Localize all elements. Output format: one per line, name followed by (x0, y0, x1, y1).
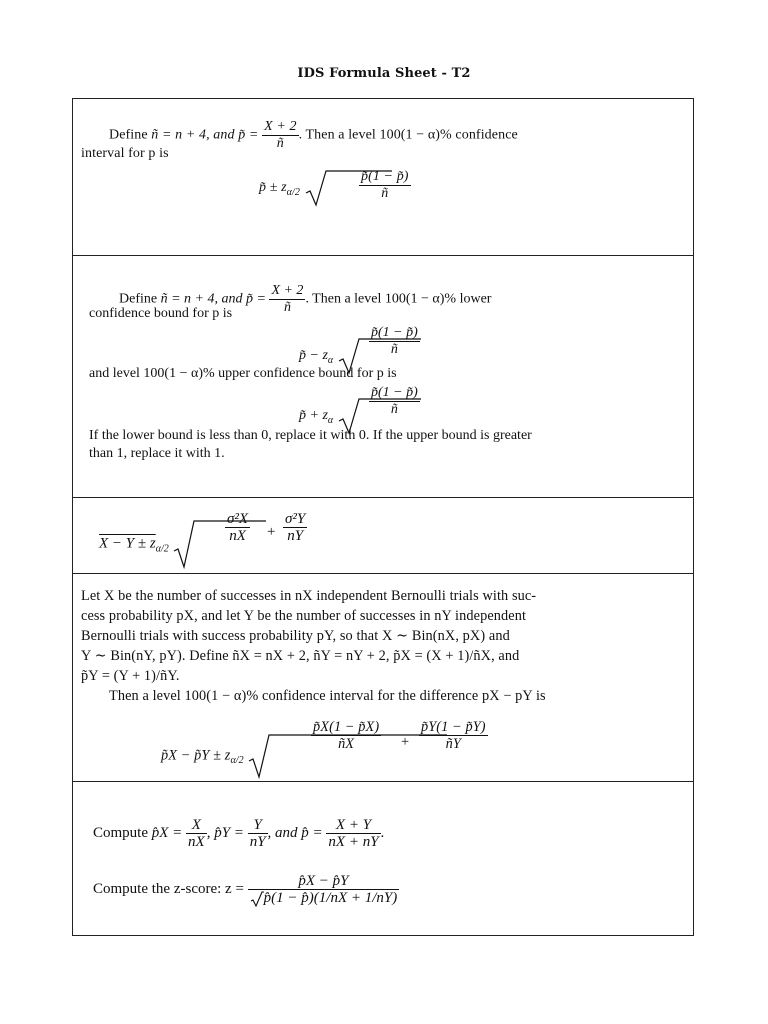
box4-formula (161, 719, 486, 779)
formula-box-plus-four-interval (73, 99, 693, 256)
box5-z-den: p̂(1 − p̂)(1/nX + 1/nY) (263, 890, 398, 906)
box4-lhs: p̃X − p̃Y ± z (161, 747, 231, 764)
box1-line1 (109, 119, 518, 152)
box2-lower-lhs: p̃ − z (299, 348, 328, 364)
box4-line3: Bernoulli trials with success probability pY, so that X ∼ Bin(nX, pX) and (81, 628, 510, 644)
box2-upper-sub: α (327, 415, 334, 427)
box1-text-define: Define (109, 127, 152, 143)
box5-px-lhs: p̂X = (151, 824, 183, 841)
box4-line5: p̃Y = (Y + 1)/ñY. (81, 668, 180, 684)
box2-lower-sqrt-den: ñ (390, 342, 398, 357)
formula-box-difference-of-means (73, 497, 693, 574)
box1-sqrt-den: ñ (381, 186, 389, 201)
box4-term1-num: p̃X(1 − p̃X) (313, 719, 380, 735)
box5-py-lhs: , p̂Y = (206, 824, 244, 841)
box5-py-num: Y (248, 817, 268, 834)
box2-lower-sqrt-num: p̃(1 − p̃) (371, 325, 418, 340)
box4-term1 (311, 719, 381, 752)
box1-fraction (262, 119, 299, 152)
box2-upper-lhs: p̃ + z (299, 408, 328, 424)
box5-z-frac (248, 873, 400, 907)
box2-upper-sqrt-den: ñ (390, 402, 398, 417)
box5-py-frac (248, 817, 268, 850)
box1-sqrt-num: p̃(1 − p̃) (361, 169, 409, 184)
box5-line1 (93, 817, 384, 850)
box4-term2 (419, 719, 488, 752)
box2-upper-sqrt-frac (369, 385, 420, 418)
box5-px-frac (186, 817, 207, 850)
box5-px-den: nX (188, 834, 205, 850)
box5-p-frac (326, 817, 380, 850)
box4-line6: Then a level 100(1 − α)% confidence interval for the difference pX − pY is (109, 688, 546, 704)
box3-plus: + (267, 524, 276, 540)
box1-sqrt-frac (359, 169, 411, 202)
box3-formula (99, 511, 306, 569)
box1-formula (259, 169, 409, 207)
box5-p-den: nX + nY (328, 834, 379, 850)
box4-term2-num: p̃Y(1 − p̃Y) (421, 719, 486, 735)
box2-fraction (269, 283, 305, 316)
box1-formula-lhs: p̃ ± z (259, 180, 287, 196)
box3-term2 (283, 511, 307, 544)
box3-term2-den: nY (287, 528, 304, 544)
box2-definition: ñ = n + 4, and p̃ = (160, 291, 266, 307)
box5-z-den-wrap (248, 890, 400, 907)
box3-term2-num: σ²Y (285, 511, 306, 527)
box4-sub: α/2 (230, 755, 244, 767)
box2-line2: confidence bound for p is (89, 306, 233, 321)
formula-box-difference-of-proportions (73, 573, 693, 782)
box2-text-then: . Then a level 100(1 − α)% lower (305, 291, 492, 307)
box2-lower-sub: α (327, 355, 334, 367)
box1-line2: interval for p is (81, 146, 169, 161)
box2-frac-num: X + 2 (271, 283, 304, 298)
box5-line2 (93, 873, 399, 907)
box1-text-then: . Then a level 100(1 − α)% confidence (298, 127, 518, 143)
box5-py-den: nY (249, 834, 266, 850)
box5-px-num: X (186, 817, 207, 834)
box3-term1 (225, 511, 250, 544)
box3-term1-num: σ²X (227, 511, 249, 527)
box2-text-define: Define (119, 291, 161, 307)
box4-term2-den: ñY (445, 736, 461, 752)
sqrt-sign-icon (172, 519, 268, 569)
box3-lhs: X − Y ± z (99, 535, 156, 552)
formula-box-confidence-bounds (73, 255, 693, 498)
box2-line3: and level 100(1 − α)% upper confidence bound for p is (89, 366, 397, 381)
box4-line2: cess probability pX, and let Y be the number of successes in nY independent (81, 608, 527, 624)
box2-frac-den: ñ (283, 300, 291, 315)
box4-plus: + (401, 734, 410, 750)
box3-term1-den: nX (229, 528, 246, 544)
box5-compute-label: Compute (93, 824, 148, 841)
box1-formula-sub: α/2 (286, 187, 300, 199)
box5-z-num: p̂X − p̂Y (248, 873, 400, 890)
formula-box-two-proportion-z-test (73, 781, 693, 935)
box5-zscore-label: Compute the z-score: z = (93, 881, 244, 898)
formula-table (72, 98, 694, 936)
page-title: IDS Formula Sheet - T2 (297, 66, 471, 81)
box1-frac-num: X + 2 (264, 119, 297, 134)
box5-period: . (380, 824, 385, 841)
box1-frac-den: ñ (276, 136, 284, 151)
box2-line4: If the lower bound is less than 0, replace it with 0. If the upper bound is greater (89, 428, 532, 443)
box2-upper-sqrt-num: p̃(1 − p̃) (371, 385, 418, 400)
box2-lower-sqrt-frac (369, 325, 420, 358)
box4-line1: Let X be the number of successes in nX independent Bernoulli trials with suc- (81, 588, 537, 604)
box5-and-p: , and p̂ = (267, 824, 323, 841)
box4-term1-den: ñX (338, 736, 355, 752)
box3-sub: α/2 (155, 543, 169, 555)
box1-definition: ñ = n + 4, and p̃ = (151, 127, 259, 143)
box2-line5: than 1, replace it with 1. (89, 446, 225, 461)
box4-line4: Y ∼ Bin(nY, pY). Define ñX = nX + 2, ñY = nY + 2, p̃X = (X + 1)/ñX, and (81, 648, 520, 664)
sqrt-sign-icon (250, 891, 264, 907)
box5-p-num: X + Y (326, 817, 380, 834)
